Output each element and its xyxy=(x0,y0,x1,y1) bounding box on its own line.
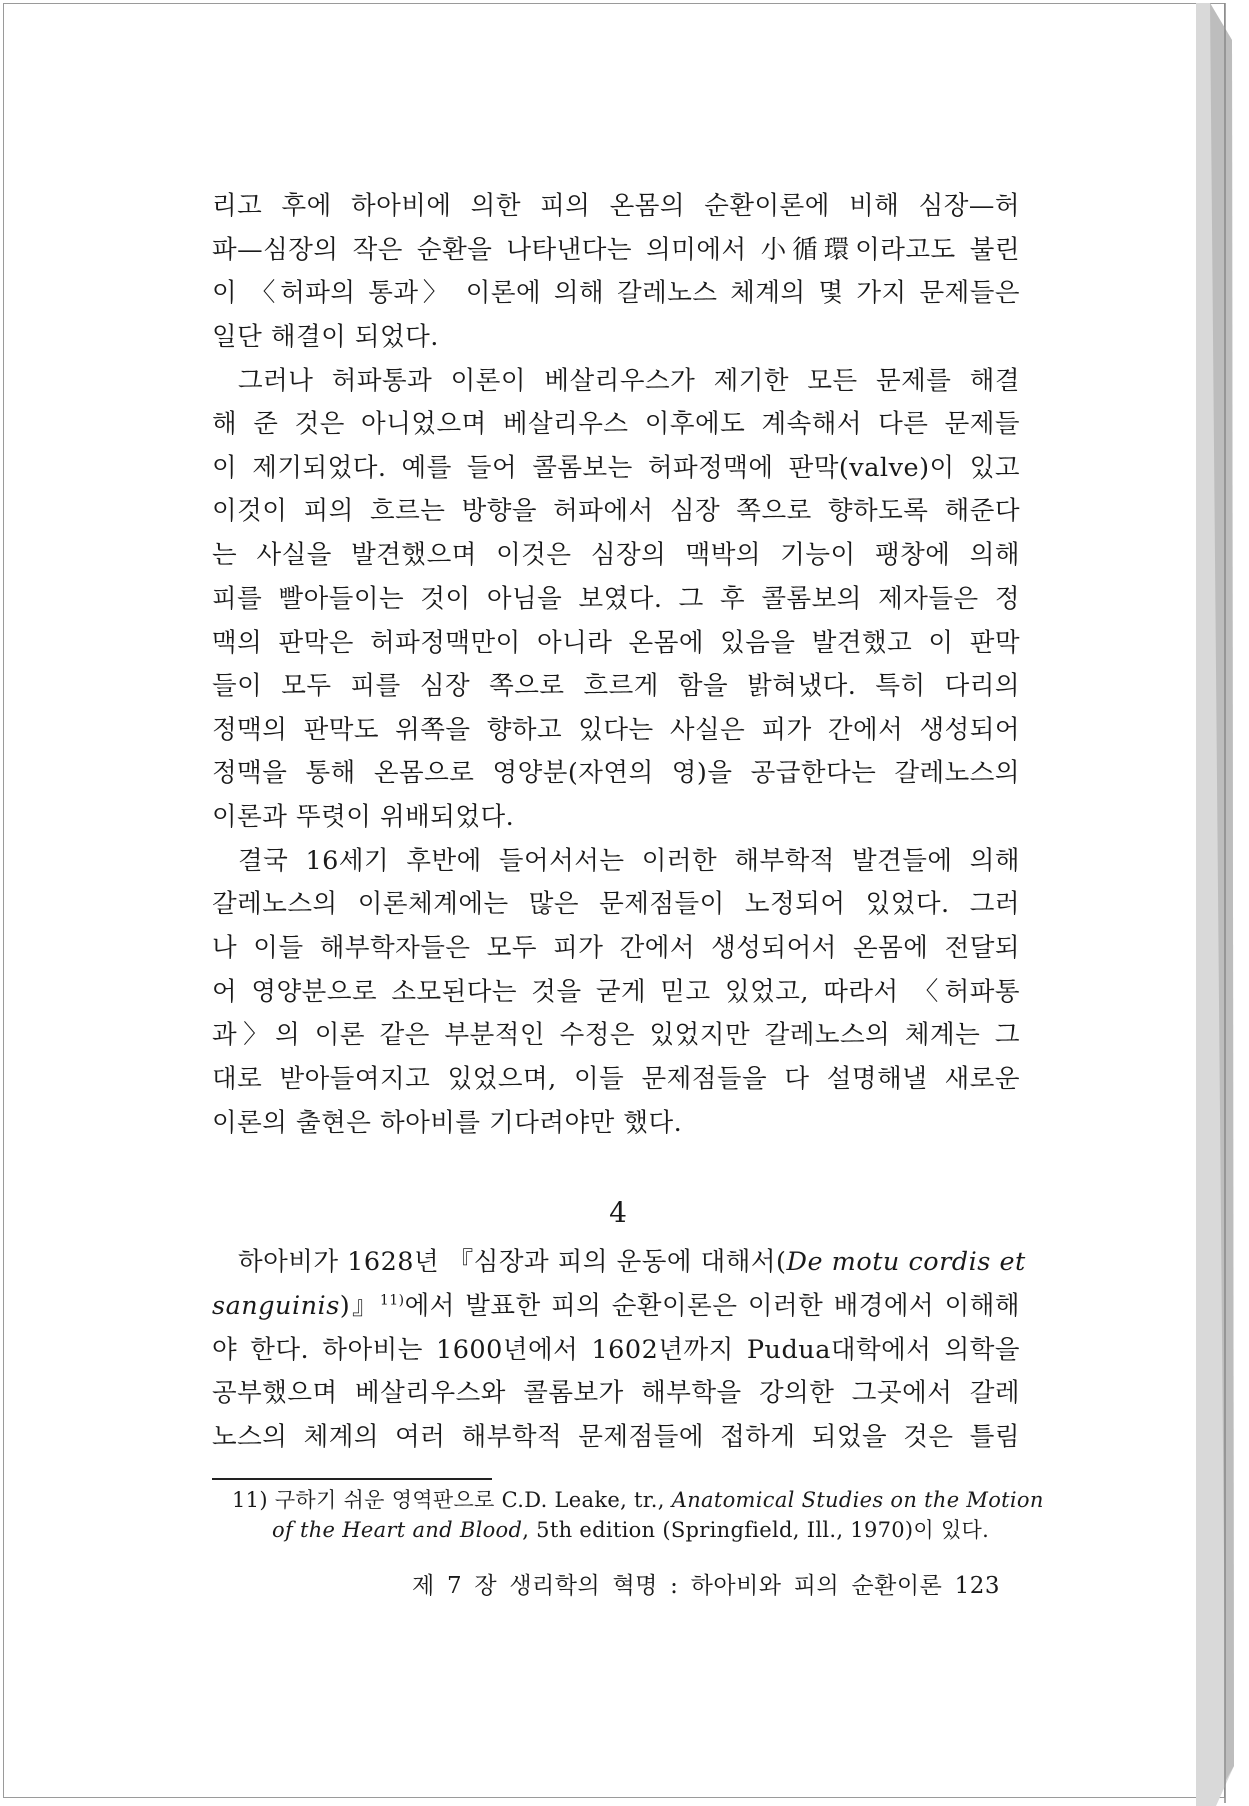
footnote-reference[interactable]: 11) xyxy=(379,1292,405,1309)
text-line: 갈레노스의 이론체계에는 많은 문제점들이 노정되어 있었다. 그러 xyxy=(212,889,1020,919)
book-title-italic: Anatomical Studies on the Motion xyxy=(671,1488,1044,1512)
text-line: 이 〈허파의 통과〉 이론에 의해 갈레노스 체계의 몇 가지 문제들은 xyxy=(212,278,1020,308)
text-line: 나 이들 해부학자들은 모두 피가 간에서 생성되어서 온몸에 전달되 xyxy=(212,933,1020,963)
text-line: 그러나 허파통과 이론이 베살리우스가 제기한 모든 문제를 해결 xyxy=(238,366,1020,396)
text-run: , 5th edition (Springfield, Ill., 1970)이 있다. xyxy=(522,1518,990,1542)
latin-title-italic: sanguinis xyxy=(212,1291,340,1321)
text-line: 리고 후에 하아비에 의한 피의 온몸의 순환이론에 비해 심장—허 xyxy=(212,191,1020,221)
text-line: 는 사실을 발견했으며 이것은 심장의 맥박의 기능이 팽창에 의해 xyxy=(212,540,1020,570)
text-line: 들이 모두 피를 심장 쪽으로 흐르게 함을 밝혀냈다. 특히 다리의 xyxy=(212,671,1020,701)
text-line: 어 영양분으로 소모된다는 것을 굳게 믿고 있었고, 따라서 〈허파통 xyxy=(212,977,1020,1007)
text-line: 결국 16세기 후반에 들어서서는 이러한 해부학적 발견들에 의해 xyxy=(238,846,1020,876)
page-number: 123 xyxy=(954,1573,1001,1599)
text-line: 이 제기되었다. 예를 들어 콜롬보는 허파정맥에 판막(valve)이 있고 xyxy=(212,453,1020,483)
text-line: 해 준 것은 아니었으며 베살리우스 이후에도 계속해서 다른 문제들 xyxy=(212,409,1020,439)
text-line: 과〉의 이론 같은 부분적인 수정은 있었지만 갈레노스의 체계는 그 xyxy=(212,1020,1020,1050)
text-line: 파—심장의 작은 순환을 나타낸다는 의미에서 小循環이라고도 불린 xyxy=(212,235,1020,265)
text-line: 대로 받아들여지고 있었으며, 이들 문제점들을 다 설명해낼 새로운 xyxy=(212,1064,1020,1094)
text-line: 일단 해결이 되었다. xyxy=(212,322,439,352)
text-run: 하아비가 1628년 『심장과 피의 운동에 대해서( xyxy=(238,1247,787,1277)
text-run: )』 xyxy=(339,1291,380,1321)
text-line: 노스의 체계의 여러 해부학적 문제점들에 접하게 되었을 것은 틀림 xyxy=(212,1422,1020,1452)
running-footer xyxy=(412,1571,1000,1601)
text-line xyxy=(238,1246,1026,1278)
text-line: 정맥을 통해 온몸으로 영양분(자연의 영)을 공급한다는 갈레노스의 xyxy=(212,758,1020,788)
text-line: 이론과 뚜렷이 위배되었다. xyxy=(212,802,515,832)
section-heading-number: 4 xyxy=(609,1196,627,1229)
book-title-italic: of the Heart and Blood xyxy=(272,1518,523,1542)
footnote-divider xyxy=(212,1478,492,1480)
text-run: 에서 발표한 피의 순환이론은 이러한 배경에서 이해해 xyxy=(404,1291,1021,1321)
text-line: 공부했으며 베살리우스와 콜롬보가 해부학을 강의한 그곳에서 갈레 xyxy=(212,1378,1020,1408)
text-line: 맥의 판막은 허파정맥만이 아니라 온몸에 있음을 발견했고 이 판막 xyxy=(212,628,1020,658)
latin-title-italic: De motu cordis et xyxy=(786,1247,1026,1277)
text-run: 구하기 쉬운 영역판으로 C.D. Leake, tr., xyxy=(274,1488,672,1512)
text-line: 야 한다. 하아비는 1600년에서 1602년까지 Pudua대학에서 의학을 xyxy=(212,1335,1020,1365)
text-line: 이것이 피의 흐르는 방향을 허파에서 심장 쪽으로 향하도록 해준다 xyxy=(212,496,1020,526)
footnote-line xyxy=(232,1486,1044,1514)
text-line: 정맥의 판막도 위쪽을 향하고 있다는 사실은 피가 간에서 생성되어 xyxy=(212,715,1020,745)
chapter-label: 제 7 장 xyxy=(412,1573,498,1599)
text-line: 이론의 출현은 하아비를 기다려야만 했다. xyxy=(212,1108,683,1138)
text-line xyxy=(212,1290,1020,1322)
text-line: 피를 빨아들이는 것이 아님을 보였다. 그 후 콜롬보의 제자들은 정 xyxy=(212,584,1020,614)
footnote-line xyxy=(272,1516,989,1544)
chapter-title: 생리학의 혁명 : 하아비와 피의 순환이론 xyxy=(509,1573,943,1599)
footnote-marker: 11) xyxy=(232,1488,268,1512)
